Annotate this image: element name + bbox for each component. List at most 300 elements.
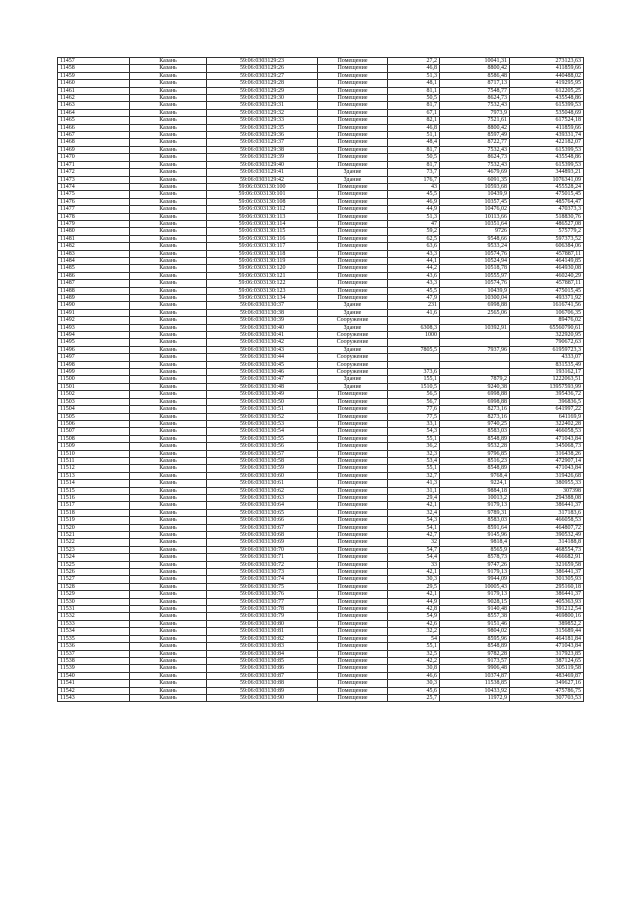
unit-value-cell: 9768,4 [440,472,510,479]
area-cell: 46,9 [388,198,440,205]
cadastral-number-cell: 59:06:0303130:69 [207,539,318,546]
object-type-cell: Помещение [318,480,388,487]
table-row [58,317,584,324]
table-row [58,361,584,368]
cadastral-value-cell: 386441,37 [510,569,584,576]
area-cell: 27,2 [388,58,440,65]
city-cell: Казань [130,287,207,294]
city-cell: Казань [130,561,207,568]
area-cell: 43,6 [388,272,440,279]
area-cell: 373,6 [388,369,440,376]
area-cell: 54,3 [388,428,440,435]
city-cell: Казань [130,650,207,657]
cadastral-number-cell: 59:06:0303129:26 [207,65,318,72]
cadastral-number-cell: 59:06:0303130:85 [207,657,318,664]
city-cell: Казань [130,606,207,613]
table-row [58,539,584,546]
cadastral-value-cell: 317923,85 [510,650,584,657]
area-cell: 48,1 [388,80,440,87]
table-row [58,569,584,576]
city-cell: Казань [130,546,207,553]
table-row [58,694,584,701]
cadastral-number-cell: 59:06:0303130:123 [207,287,318,294]
cadastral-value-cell: 457887,11 [510,280,584,287]
object-type-cell: Помещение [318,95,388,102]
city-cell: Казань [130,613,207,620]
cadastral-number-cell: 59:06:0303130:56 [207,443,318,450]
row-number-cell: 11535 [58,635,130,642]
area-cell: 41,3 [388,480,440,487]
area-cell: 81,7 [388,146,440,153]
unit-value-cell: 8591,64 [440,524,510,531]
table-row [58,257,584,264]
cadastral-value-cell: 380955,33 [510,480,584,487]
area-cell: 77,6 [388,406,440,413]
cadastral-number-cell: 59:06:0303130:79 [207,613,318,620]
unit-value-cell: 8273,16 [440,406,510,413]
city-cell: Казань [130,680,207,687]
object-type-cell: Помещение [318,532,388,539]
city-cell: Казань [130,206,207,213]
row-number-cell: 11542 [58,687,130,694]
table-row [58,687,584,694]
table-row [58,620,584,627]
cadastral-value-cell: 319426,68 [510,472,584,479]
cadastral-value-cell: 466058,53 [510,428,584,435]
cadastral-number-cell: 59:06:0303129:41 [207,169,318,176]
cadastral-number-cell: 59:06:0303130:76 [207,591,318,598]
object-type-cell: Помещение [318,287,388,294]
unit-value-cell: 8548,89 [440,465,510,472]
cadastral-value-cell: 466058,53 [510,517,584,524]
table-row [58,132,584,139]
unit-value-cell [440,354,510,361]
cadastral-value-cell: 617524,18 [510,117,584,124]
object-type-cell: Сооружение [318,339,388,346]
area-cell: 36,2 [388,443,440,450]
object-type-cell: Сооружение [318,354,388,361]
table-row [58,309,584,316]
cadastral-number-cell: 59:06:0303130:39 [207,317,318,324]
cadastral-number-cell: 59:06:0303129:39 [207,154,318,161]
table-row [58,480,584,487]
area-cell: 59,2 [388,228,440,235]
area-cell: 32,7 [388,472,440,479]
object-type-cell: Помещение [318,413,388,420]
city-cell: Казань [130,428,207,435]
row-number-cell: 11481 [58,235,130,242]
object-type-cell: Здание [318,324,388,331]
cadastral-number-cell: 59:06:0303130:88 [207,680,318,687]
table-row [58,680,584,687]
cadastral-value-cell: 435548,86 [510,95,584,102]
table-row [58,598,584,605]
cadastral-value-cell: 641169,9 [510,413,584,420]
table-row [58,109,584,116]
cadastral-number-cell: 59:06:0303130:60 [207,472,318,479]
cadastral-number-cell: 59:06:0303130:55 [207,435,318,442]
area-cell: 7805,5 [388,346,440,353]
city-cell: Казань [130,369,207,376]
table-row [58,280,584,287]
row-number-cell: 11497 [58,354,130,361]
city-cell: Казань [130,383,207,390]
unit-value-cell: 10013,2 [440,494,510,501]
row-number-cell: 11494 [58,332,130,339]
city-cell: Казань [130,302,207,309]
city-cell: Казань [130,235,207,242]
cadastral-number-cell: 59:06:0303130:45 [207,361,318,368]
unit-value-cell [440,361,510,368]
object-type-cell: Помещение [318,613,388,620]
cadastral-value-cell: 483469,87 [510,672,584,679]
area-cell: 1000 [388,332,440,339]
table-row [58,324,584,331]
table-row [58,657,584,664]
row-number-cell: 11483 [58,250,130,257]
cadastral-value-cell: 575779,2 [510,228,584,235]
cadastral-value-cell: 535048,69 [510,109,584,116]
area-cell: 30,8 [388,665,440,672]
area-cell: 44,9 [388,206,440,213]
area-cell: 50,5 [388,95,440,102]
cadastral-number-cell: 59:06:0303130:40 [207,324,318,331]
table-row [58,376,584,383]
object-type-cell: Помещение [318,80,388,87]
object-type-cell: Помещение [318,665,388,672]
cadastral-value-cell: 485764,47 [510,198,584,205]
unit-value-cell: 10593,68 [440,183,510,190]
unit-value-cell: 4679,69 [440,169,510,176]
city-cell: Казань [130,198,207,205]
table-row [58,220,584,227]
table-row [58,102,584,109]
row-number-cell: 11474 [58,183,130,190]
cadastral-number-cell: 59:06:0303130:66 [207,517,318,524]
cadastral-number-cell: 59:06:0303130:61 [207,480,318,487]
area-cell: 32,2 [388,628,440,635]
table-row [58,87,584,94]
cadastral-value-cell: 471043,84 [510,465,584,472]
object-type-cell: Помещение [318,58,388,65]
cadastral-value-cell: 396836,5 [510,398,584,405]
object-type-cell: Помещение [318,235,388,242]
object-type-cell: Помещение [318,443,388,450]
unit-value-cell: 9548,66 [440,235,510,242]
row-number-cell: 11515 [58,487,130,494]
row-number-cell: 11477 [58,206,130,213]
cadastral-number-cell: 59:06:0303130:80 [207,620,318,627]
row-number-cell: 11463 [58,102,130,109]
cadastral-value-cell: 386441,37 [510,502,584,509]
unit-value-cell: 9533,24 [440,243,510,250]
row-number-cell: 11499 [58,369,130,376]
area-cell: 63,6 [388,243,440,250]
cadastral-number-cell: 59:06:0303130:78 [207,606,318,613]
cadastral-value-cell: 411859,66 [510,124,584,131]
cadastral-number-cell: 59:06:0303129:36 [207,132,318,139]
area-cell: 42,1 [388,569,440,576]
cadastral-value-cell: 395436,72 [510,391,584,398]
city-cell: Казань [130,176,207,183]
table-row [58,354,584,361]
area-cell: 32,4 [388,509,440,516]
city-cell: Казань [130,72,207,79]
table-row [58,235,584,242]
cadastral-value-cell: 294388,08 [510,494,584,501]
unit-value-cell: 8557,38 [440,613,510,620]
cadastral-number-cell: 59:06:0303130:47 [207,376,318,383]
area-cell: 32 [388,539,440,546]
object-type-cell: Помещение [318,554,388,561]
unit-value-cell [440,317,510,324]
object-type-cell: Сооружение [318,361,388,368]
object-type-cell: Помещение [318,435,388,442]
row-number-cell: 11490 [58,302,130,309]
unit-value-cell: 8597,49 [440,132,510,139]
row-number-cell: 11507 [58,428,130,435]
object-type-cell: Помещение [318,406,388,413]
cadastral-value-cell: 317183,6 [510,509,584,516]
unit-value-cell: 10574,76 [440,250,510,257]
object-type-cell: Помещение [318,687,388,694]
table-row [58,295,584,302]
city-cell: Казань [130,220,207,227]
row-number-cell: 11476 [58,198,130,205]
unit-value-cell: 8565,9 [440,546,510,553]
table-row [58,561,584,568]
table-row [58,183,584,190]
cadastral-value-cell: 464930,08 [510,265,584,272]
row-number-cell: 11472 [58,169,130,176]
table-row [58,443,584,450]
cadastral-value-cell: 295160,18 [510,583,584,590]
unit-value-cell: 6998,88 [440,302,510,309]
cadastral-number-cell: 59:06:0303129:42 [207,176,318,183]
cadastral-value-cell: 471043,84 [510,435,584,442]
area-cell: 54,9 [388,613,440,620]
cadastral-value-cell: 307398 [510,487,584,494]
unit-value-cell: 7879,2 [440,376,510,383]
city-cell: Казань [130,132,207,139]
unit-value-cell: 9532,28 [440,443,510,450]
object-type-cell: Помещение [318,628,388,635]
cadastral-value-cell: 321659,58 [510,561,584,568]
cadastral-number-cell: 59:06:0303130:114 [207,220,318,227]
cadastral-number-cell: 59:06:0303129:35 [207,124,318,131]
row-number-cell: 11543 [58,694,130,701]
cadastral-number-cell: 59:06:0303130:59 [207,465,318,472]
area-cell: 42,7 [388,532,440,539]
cadastral-number-cell: 59:06:0303130:134 [207,295,318,302]
cadastral-number-cell: 59:06:0303130:42 [207,339,318,346]
row-number-cell: 11527 [58,576,130,583]
object-type-cell: Помещение [318,206,388,213]
table-body [58,58,584,702]
city-cell: Казань [130,539,207,546]
cadastral-number-cell: 59:06:0303130:65 [207,509,318,516]
unit-value-cell: 9028,15 [440,598,510,605]
cadastral-value-cell: 464807,72 [510,524,584,531]
unit-value-cell: 7973,9 [440,109,510,116]
cadastral-number-cell: 59:06:0303130:86 [207,665,318,672]
unit-value-cell: 10300,04 [440,295,510,302]
unit-value-cell: 8586,48 [440,72,510,79]
city-cell: Казань [130,361,207,368]
unit-value-cell: 10439,9 [440,287,510,294]
city-cell: Казань [130,228,207,235]
table-row [58,613,584,620]
cadastral-value-cell: 345068,73 [510,443,584,450]
object-type-cell: Помещение [318,450,388,457]
row-number-cell: 11524 [58,554,130,561]
cadastral-number-cell: 59:06:0303130:54 [207,428,318,435]
object-type-cell: Помещение [318,228,388,235]
object-type-cell: Помещение [318,680,388,687]
unit-value-cell: 8578,73 [440,554,510,561]
cadastral-number-cell: 59:06:0303130:117 [207,243,318,250]
table-row [58,228,584,235]
object-type-cell: Здание [318,346,388,353]
object-type-cell: Помещение [318,146,388,153]
table-row [58,606,584,613]
unit-value-cell: 10374,87 [440,672,510,679]
city-cell: Казань [130,494,207,501]
city-cell: Казань [130,272,207,279]
cadastral-value-cell: 314188,8 [510,539,584,546]
cadastral-value-cell: 493371,92 [510,295,584,302]
cadastral-number-cell: 59:06:0303130:68 [207,532,318,539]
area-cell: 56,7 [388,398,440,405]
cadastral-value-cell: 316438,26 [510,450,584,457]
unit-value-cell: 10476,02 [440,206,510,213]
unit-value-cell: 8548,89 [440,643,510,650]
cadastral-value-cell: 13957593,99 [510,383,584,390]
row-number-cell: 11485 [58,265,130,272]
area-cell: 43 [388,183,440,190]
city-cell: Казань [130,317,207,324]
row-number-cell: 11520 [58,524,130,531]
city-cell: Казань [130,280,207,287]
row-number-cell: 11514 [58,480,130,487]
area-cell [388,339,440,346]
row-number-cell: 11518 [58,509,130,516]
city-cell: Казань [130,391,207,398]
city-cell: Казань [130,154,207,161]
city-cell: Казань [130,694,207,701]
object-type-cell: Здание [318,302,388,309]
object-type-cell: Помещение [318,657,388,664]
cadastral-number-cell: 59:06:0303130:84 [207,650,318,657]
city-cell: Казань [130,487,207,494]
row-number-cell: 11525 [58,561,130,568]
area-cell: 62,5 [388,235,440,242]
row-number-cell: 11540 [58,672,130,679]
city-cell: Казань [130,413,207,420]
city-cell: Казань [130,687,207,694]
row-number-cell: 11519 [58,517,130,524]
object-type-cell: Помещение [318,620,388,627]
unit-value-cell: 10574,76 [440,280,510,287]
table-row [58,191,584,198]
table-row [58,139,584,146]
table-row [58,369,584,376]
area-cell: 31,1 [388,487,440,494]
unit-value-cell: 9224,1 [440,480,510,487]
object-type-cell: Помещение [318,250,388,257]
city-cell: Казань [130,502,207,509]
cadastral-value-cell: 466682,91 [510,554,584,561]
cadastral-value-cell: 301305,93 [510,576,584,583]
city-cell: Казань [130,524,207,531]
area-cell: 30,3 [388,680,440,687]
city-cell: Казань [130,635,207,642]
table-row [58,154,584,161]
cadastral-value-cell: 305119,58 [510,665,584,672]
object-type-cell: Помещение [318,509,388,516]
table-row [58,383,584,390]
city-cell: Казань [130,95,207,102]
city-cell: Казань [130,517,207,524]
unit-value-cell: 10524,94 [440,257,510,264]
city-cell: Казань [130,295,207,302]
area-cell: 48,4 [388,139,440,146]
cadastral-number-cell: 59:06:0303129:38 [207,146,318,153]
object-type-cell: Здание [318,376,388,383]
cadastral-value-cell: 315689,44 [510,628,584,635]
cadastral-value-cell: 193162,17 [510,369,584,376]
row-number-cell: 11460 [58,80,130,87]
area-cell: 81,7 [388,102,440,109]
row-number-cell: 11478 [58,213,130,220]
object-type-cell: Помещение [318,220,388,227]
city-cell: Казань [130,376,207,383]
unit-value-cell: 8717,13 [440,80,510,87]
city-cell: Казань [130,309,207,316]
cadastral-number-cell: 59:06:0303130:119 [207,257,318,264]
city-cell: Казань [130,257,207,264]
area-cell: 42,2 [388,657,440,664]
cadastral-number-cell: 59:06:0303130:73 [207,569,318,576]
cadastral-number-cell: 59:06:0303130:64 [207,502,318,509]
cadastral-value-cell: 612205,25 [510,87,584,94]
area-cell: 42,1 [388,502,440,509]
row-number-cell: 11510 [58,450,130,457]
cadastral-number-cell: 59:06:0303129:40 [207,161,318,168]
area-cell: 55,1 [388,643,440,650]
object-type-cell: Помещение [318,517,388,524]
area-cell: 176,7 [388,176,440,183]
row-number-cell: 11462 [58,95,130,102]
row-number-cell: 11468 [58,139,130,146]
object-type-cell: Помещение [318,117,388,124]
city-cell: Казань [130,435,207,442]
object-type-cell: Помещение [318,502,388,509]
city-cell: Казань [130,102,207,109]
object-type-cell: Помещение [318,213,388,220]
cadastral-number-cell: 59:06:0303130:57 [207,450,318,457]
object-type-cell: Сооружение [318,332,388,339]
cadastral-number-cell: 59:06:0303130:74 [207,576,318,583]
unit-value-cell: 9140,48 [440,606,510,613]
city-cell: Казань [130,354,207,361]
row-number-cell: 11496 [58,346,130,353]
table-row [58,413,584,420]
unit-value-cell: 9796,85 [440,450,510,457]
city-cell: Казань [130,457,207,464]
unit-value-cell: 2565,06 [440,309,510,316]
table-row [58,472,584,479]
